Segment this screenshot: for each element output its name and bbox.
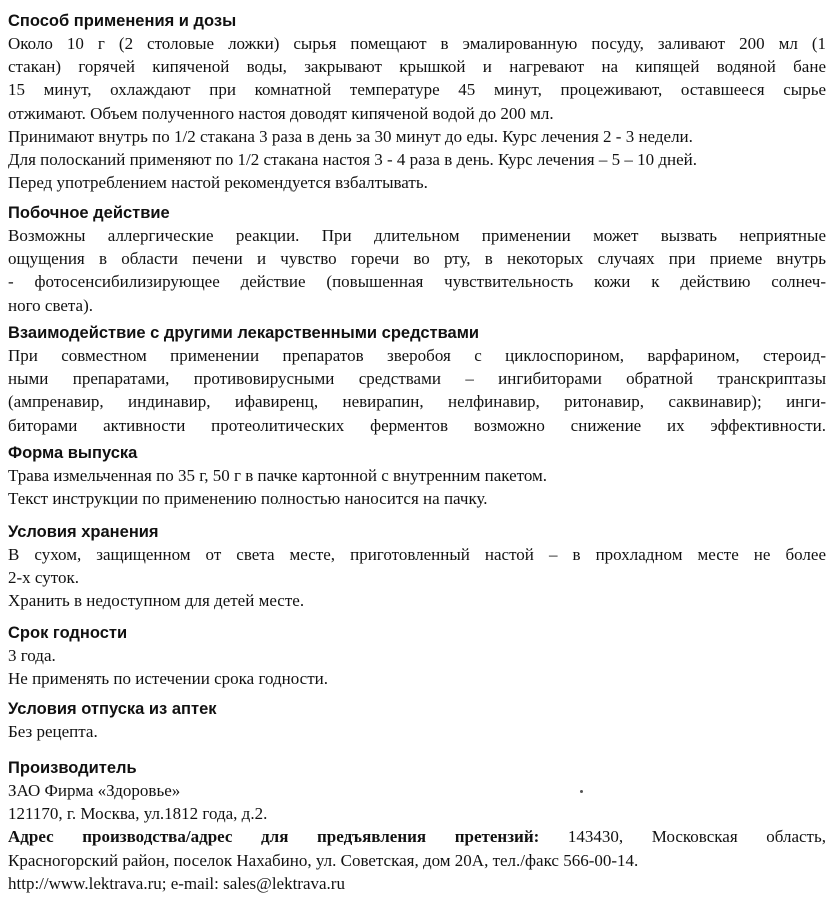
form-line-2: Текст инструкции по применению полностью наносится на пачку. bbox=[8, 489, 488, 509]
usage-line-7: Перед употреблением настой рекомендуется взбалтывать. bbox=[8, 173, 428, 193]
section-manufacturer bbox=[8, 757, 826, 895]
manufacturer-address-line bbox=[8, 825, 826, 848]
side-effects-title: Побочное действие bbox=[8, 204, 170, 222]
storage-line-3: Хранить в недоступном для детей месте. bbox=[8, 591, 305, 611]
section-form bbox=[8, 442, 826, 510]
storage-title: Условия хранения bbox=[8, 523, 159, 541]
section-usage bbox=[8, 10, 826, 194]
interactions-line-2: ными препаратами, противовирусными средствами – ингибиторами обратной транскриптазы bbox=[8, 369, 826, 389]
dispensing-line-1: Без рецепта. bbox=[8, 722, 98, 741]
shelf-life-title: Срок годности bbox=[8, 624, 128, 642]
interactions-title: Взаимодействие с другими лекарственными средствами bbox=[8, 324, 480, 342]
section-interactions bbox=[8, 322, 826, 437]
usage-title: Способ применения и дозы bbox=[8, 12, 237, 30]
shelf-life-line-2: Не применять по истечении срока годности. bbox=[8, 669, 328, 689]
shelf-life-line-1: 3 года. bbox=[8, 646, 56, 665]
interactions-line-3: (ампренавир, индинавир, ифавиренц, невирапин, нелфинавир, ритонавир, саквинавир); инги- bbox=[8, 392, 826, 412]
manufacturer-contacts-line: http://www.lektrava.ru; e-mail: sales@lektrava.ru bbox=[8, 873, 345, 893]
interactions-line-1: При совместном применении препаратов зверобоя с циклоспорином, варфарином, стероид- bbox=[8, 346, 826, 365]
manufacturer-line-2: 121170, г. Москва, ул.1812 года, д.2. bbox=[8, 804, 268, 824]
dispensing-title: Условия отпуска из аптек bbox=[8, 700, 217, 718]
side-effects-line-4: ного света). bbox=[8, 295, 94, 315]
scan-speck bbox=[580, 790, 583, 793]
address-label: Адрес производства/адрес для предъявления претензий: bbox=[8, 827, 540, 847]
usage-line-2: стакан) горячей кипяченой воды, закрывают крышкой и нагревают на кипящей водяной бане bbox=[8, 57, 826, 77]
section-storage bbox=[8, 521, 826, 613]
section-side-effects bbox=[8, 202, 826, 317]
storage-line-1: В сухом, защищенном от света месте, приготовленный настой – в прохладном месте не более bbox=[8, 545, 826, 564]
manufacturer-address-line-2: Красногорский район, поселок Нахабино, ул. Советская, дом 20А, тел./факс 566-00-14. bbox=[8, 850, 639, 870]
side-effects-line-1: Возможны аллергические реакции. При длительном применении может вызвать неприятные bbox=[8, 226, 826, 245]
form-title: Форма выпуска bbox=[8, 444, 138, 462]
interactions-line-4: биторами активности протеолитических ферментов возможно снижение их эффективности. bbox=[8, 415, 826, 435]
section-shelf-life bbox=[8, 622, 826, 690]
usage-line-3: 15 минут, охлаждают при комнатной температуре 45 минут, процеживают, оставшееся сырье bbox=[8, 80, 826, 100]
usage-line-4: отжимают. Объем полученного настоя доводят кипяченой водой до 200 мл. bbox=[8, 103, 554, 123]
address-rest: 143430, Московская область, bbox=[539, 827, 826, 847]
manufacturer-line-1: ЗАО Фирма «Здоровье» bbox=[8, 781, 181, 800]
usage-line-1: Около 10 г (2 столовые ложки) сырья помещают в эмалированную посуду, заливают 200 мл (1 bbox=[8, 34, 826, 53]
manufacturer-title: Производитель bbox=[8, 759, 137, 777]
form-line-1: Трава измельченная по 35 г, 50 г в пачке картонной с внутренним пакетом. bbox=[8, 466, 548, 485]
section-dispensing bbox=[8, 698, 826, 743]
usage-line-5: Принимают внутрь по 1/2 стакана 3 раза в день за 30 минут до еды. Курс лечения 2 - 3 недели. bbox=[8, 126, 693, 146]
side-effects-line-3: - фотосенсибилизирующее действие (повышенная чувствительность кожи к действию солнеч- bbox=[8, 272, 826, 292]
storage-line-2: 2-х суток. bbox=[8, 568, 79, 588]
side-effects-line-2: ощущения в области печени и чувство горечи во рту, в некоторых случаях при приеме внутрь bbox=[8, 249, 826, 269]
usage-line-6: Для полосканий применяют по 1/2 стакана настоя 3 - 4 раза в день. Курс лечения – 5 – 10 дней. bbox=[8, 150, 698, 170]
